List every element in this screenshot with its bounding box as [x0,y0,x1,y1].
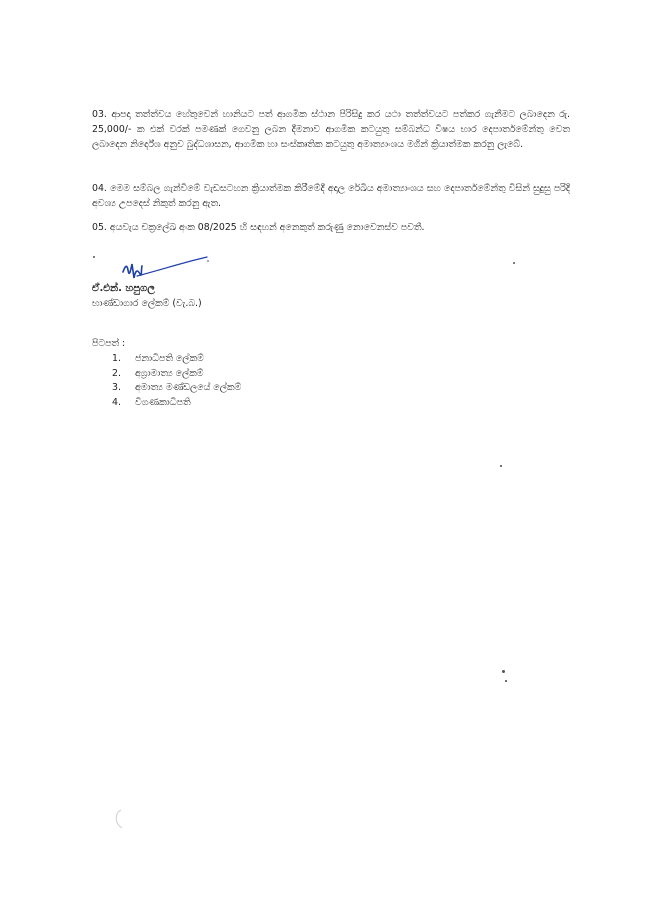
list-item [112,352,241,367]
list-item [112,367,241,382]
copies-list [112,352,241,410]
paragraph-03: 03. ආපදා තත්ත්වය හේතුවෙන් හානියට පත් ආගමික ස්ථාන පිරිසිදු කර යථා තත්ත්වයට පත්කර ගැනීමට ලබාදෙන රු. 25,000/- ක එක් වරක් පමණක් ගෙවනු ලබන දීමනාව ආගමික කටයුතු සම්බන්ධ විෂය භාර දෙපාර්තමේන්තු වෙත ලබාදෙන නිර්දේශ අනුව බුද්ධශාසන, ආගමික හා සංස්කෘතික කටයුතු අමාත්‍යාංශය මගින් ක්‍රියාත්මක කරනු ලැබේ. [92,109,570,150]
scan-speck [500,465,502,467]
list-item-number: 1. [112,353,121,364]
list-item-label: අග්‍රාමාත්‍ය ලේකම් [134,367,204,379]
list-item [112,381,241,396]
list-item-number: 3. [112,382,121,393]
list-item-label: ජනාධිපති ලේකම් [134,353,204,364]
list-item [112,396,241,411]
scan-speck [513,262,515,264]
list-item-label: අමාත්‍ය මණ්ඩලයේ ලේකම් [134,382,242,393]
scan-mark [113,808,123,830]
list-item-number: 4. [112,396,121,408]
scan-speck [502,670,505,673]
paragraph-04: 04. මෙම සම්බල ගැන්වීමේ වැඩසටහන ක්‍රියාත්මක කිරීමේදී අදාල රේඛීය අමාත්‍යාංශය සහ දෙපාර්තමේන්තු විසින් සුදුසු පරිදි අවශ්‍ය උපදෙස් නිකුත් කරනු ඇත. [92,183,570,209]
signer-title: භාණ්ඩාගාර ලේකම් (වැ.බ.) [92,298,202,309]
scan-speck [93,256,95,258]
signer-name: ඒ.එන්. හපුගල [92,283,155,294]
list-item-label: විගණකාධිපති [134,396,191,408]
list-item-number: 2. [112,367,121,379]
copies-heading: පිටපත් : [92,338,126,349]
paragraph-05: 05. අයවැය චක්‍රලේඛ අංක 08/2025 හි සඳහන් අනෙකුත් කරුණු නොවෙනස්ව පවතී. [92,222,425,233]
scan-speck [505,680,507,682]
